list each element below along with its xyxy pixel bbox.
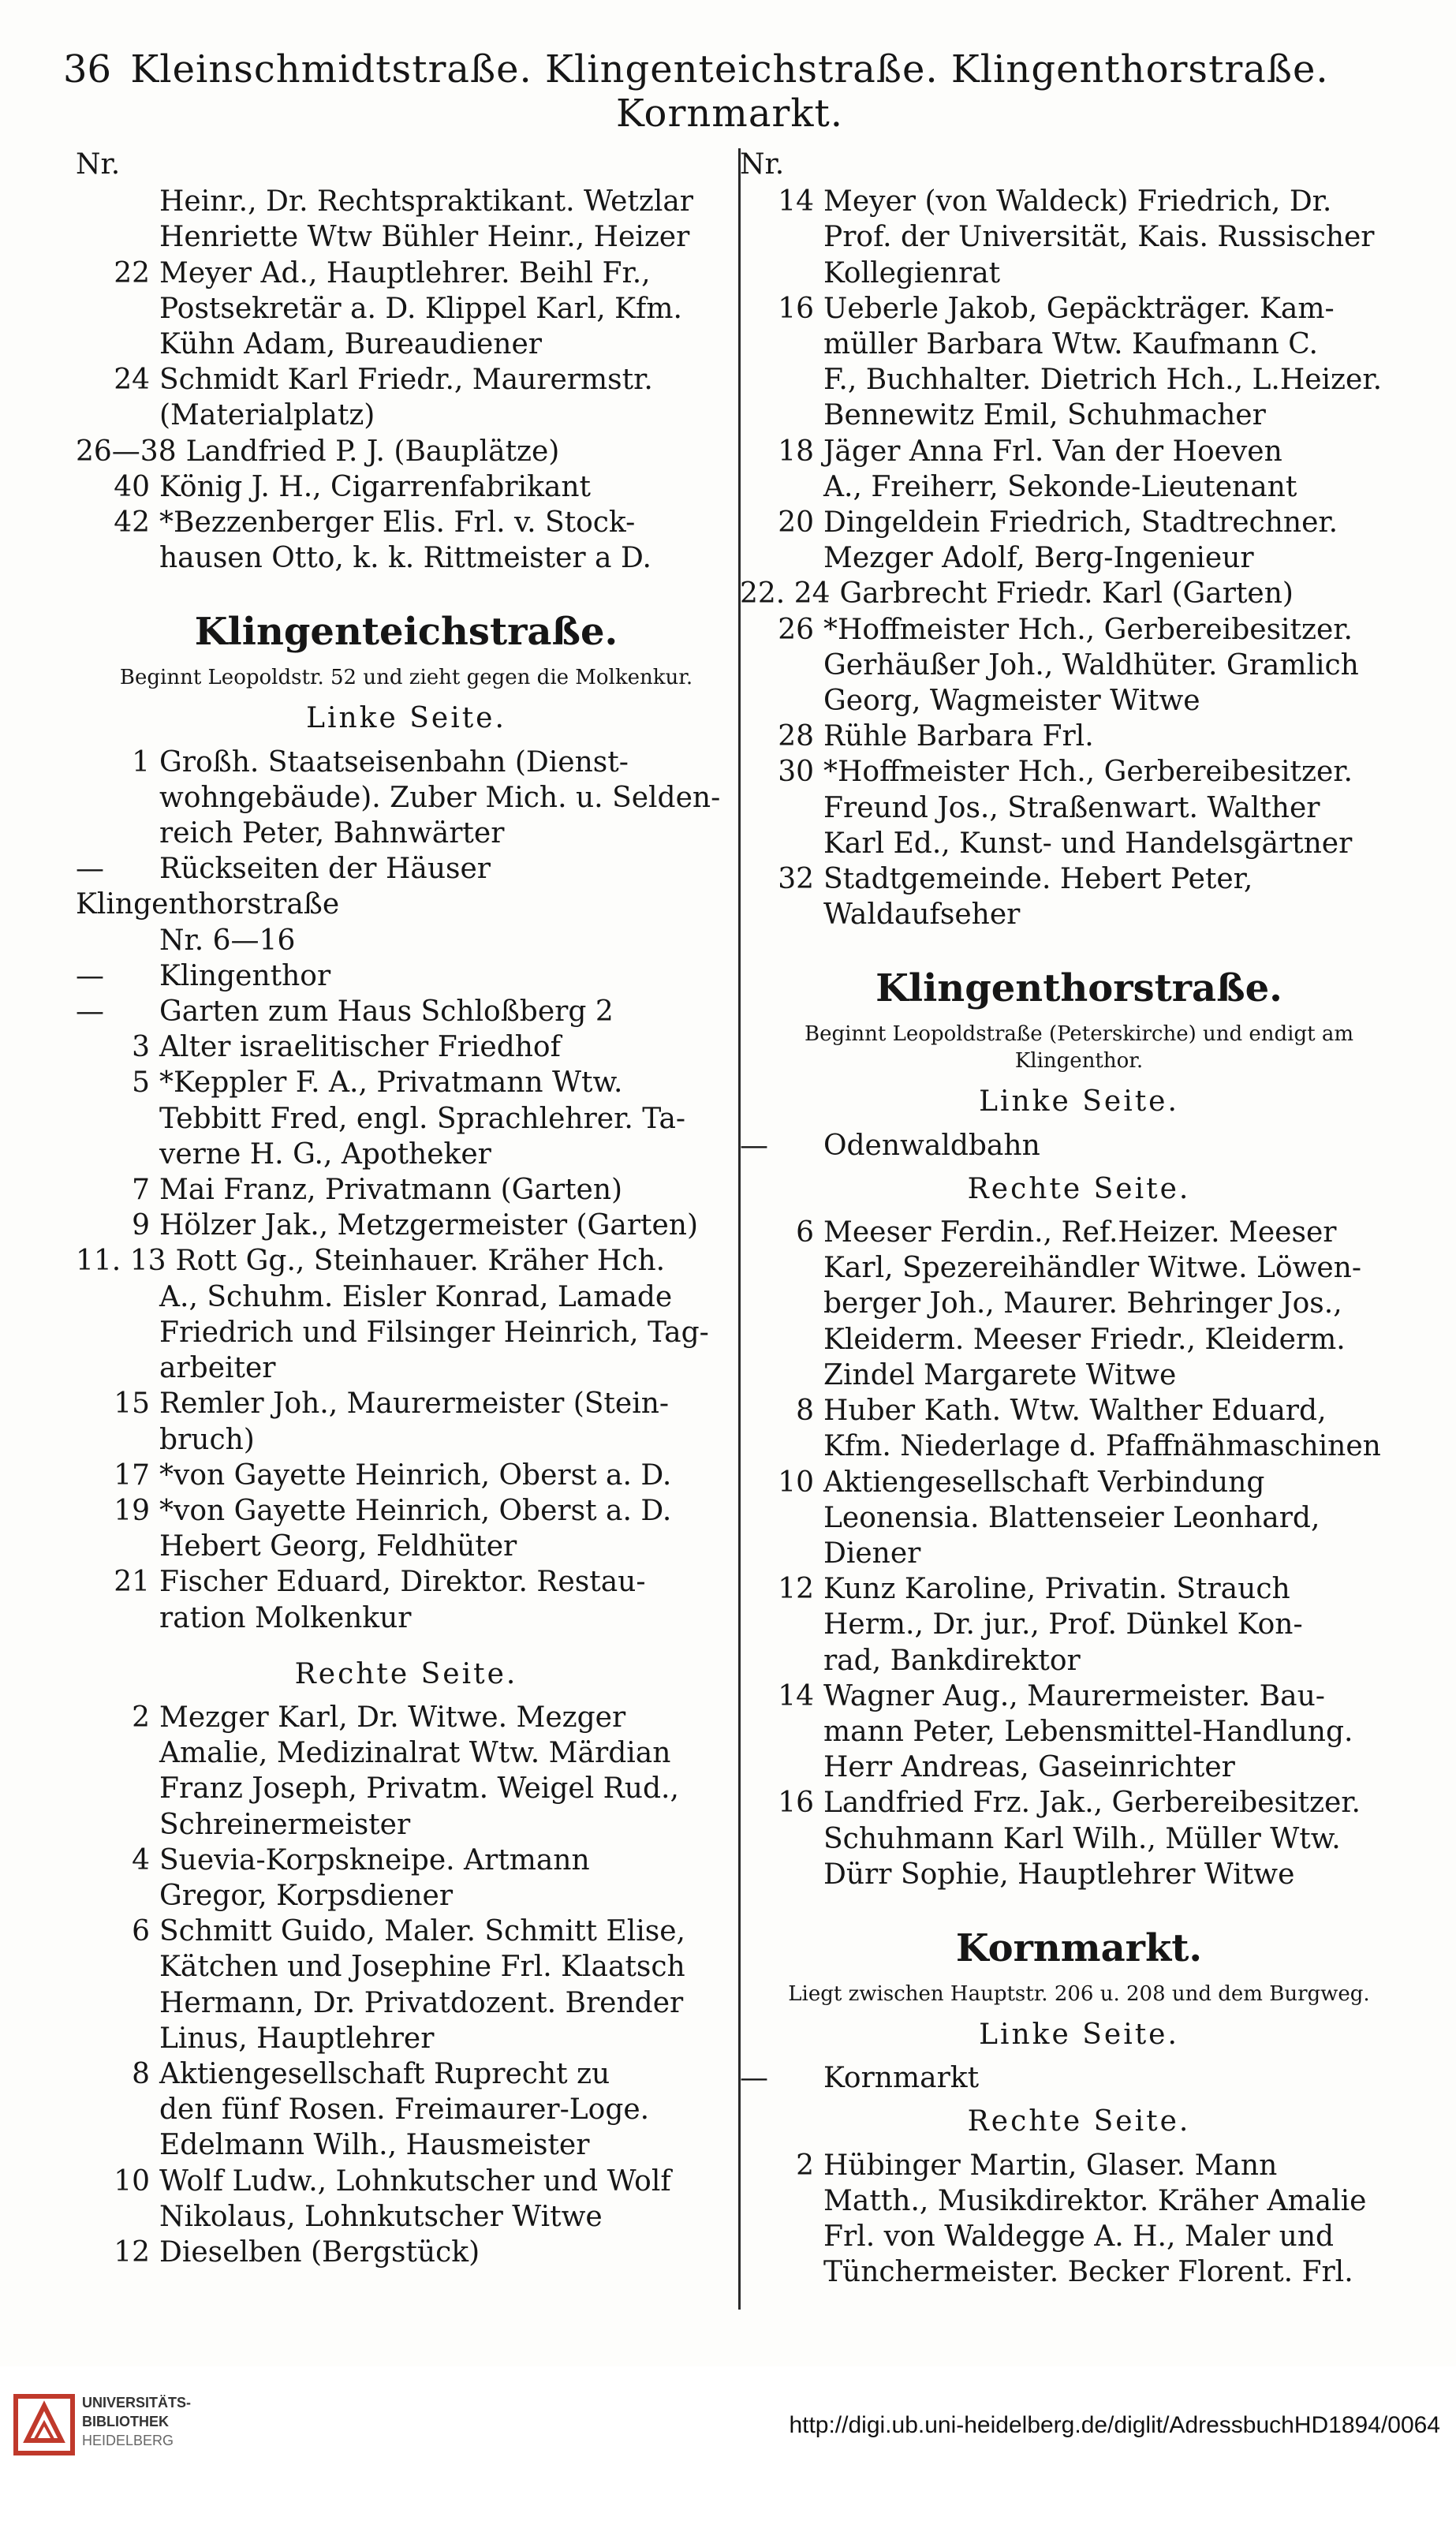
page-header — [63, 47, 1396, 136]
address-entry — [740, 897, 1418, 932]
address-entry — [740, 469, 1418, 505]
entry-text: ration Molkenkur — [159, 1601, 412, 1634]
address-entry — [740, 256, 1418, 291]
entry-text: (Materialplatz) — [159, 399, 375, 432]
address-entry — [76, 1985, 737, 2021]
house-number: 26—38 — [76, 435, 177, 468]
side-label-right: Rechte Seite. — [967, 1172, 1191, 1205]
entry-text: Alter israelitischer Friedhof — [159, 1031, 561, 1064]
address-entry — [740, 1643, 1418, 1679]
entry-text: Remler Joh., Maurermeister (Stein- — [159, 1387, 670, 1421]
entry-text: mann Peter, Lebensmittel-Handlung. — [823, 1715, 1353, 1748]
entry-text: *von Gayette Heinrich, Oberst a. D. — [159, 1494, 672, 1527]
house-number: 6 — [796, 1216, 814, 1249]
house-number: 21 — [114, 1566, 150, 1599]
entry-text: Karl, Spezereihändler Witwe. Löwen- — [823, 1252, 1362, 1285]
library-name: UNIVERSITÄTS- BIBLIOTHEK HEIDELBERG — [82, 2395, 192, 2448]
entry-text: Friedrich und Filsinger Heinrich, Tag- — [159, 1316, 709, 1349]
address-entry — [740, 1750, 1418, 1785]
side-label-left: Linke Seite. — [979, 1085, 1179, 1118]
address-entry — [740, 540, 1418, 576]
address-entry — [740, 1571, 1418, 1607]
address-entry — [76, 327, 737, 362]
address-entry — [740, 1250, 1418, 1286]
entry-text: Aktiengesellschaft Ruprecht zu — [159, 2057, 610, 2090]
source-url-link[interactable]: http://digi.ub.uni-heidelberg.de/diglit/AdressbuchHD1894/0064 — [789, 2412, 1440, 2438]
entry-text: Schreinermeister — [159, 1808, 411, 1841]
house-number: 5 — [132, 1066, 150, 1100]
address-entry — [76, 816, 737, 851]
house-number: 9 — [132, 1209, 150, 1242]
entry-text: Mezger Karl, Dr. Witwe. Mezger — [159, 1701, 626, 1734]
address-entry — [76, 1065, 737, 1100]
address-entry — [740, 1357, 1418, 1393]
house-number: 15 — [114, 1387, 150, 1421]
address-entry — [76, 1529, 737, 1564]
house-number: 4 — [132, 1843, 150, 1877]
entry-text: Postsekretär a. D. Klippel Karl, Kfm. — [159, 292, 682, 325]
address-entry — [76, 256, 737, 291]
address-entry — [740, 1428, 1418, 1464]
house-number: 16 — [778, 1787, 814, 1820]
entry-text: Wagner Aug., Maurermeister. Bau- — [823, 1679, 1325, 1712]
address-entry — [76, 958, 737, 994]
address-entry — [76, 434, 737, 469]
entry-text: Landfried P. J. (Bauplätze) — [185, 435, 560, 468]
klingenteich-right-continuation — [740, 184, 1418, 932]
klingenteich-left-entries — [76, 745, 737, 1636]
entry-text: Dingeldein Friedrich, Stadtrechner. — [823, 506, 1338, 540]
address-entry — [740, 2060, 1418, 2096]
footer — [0, 2366, 1456, 2532]
address-entry — [76, 2164, 737, 2199]
address-entry — [740, 1500, 1418, 1536]
entry-text: Kätchen und Josephine Frl. Klaatsch — [159, 1951, 685, 1984]
house-number: 6 — [132, 1915, 150, 1948]
address-entry — [76, 1208, 737, 1243]
house-number: 8 — [132, 2057, 150, 2090]
house-number: — — [740, 1129, 768, 1162]
entry-text: Schmidt Karl Friedr., Maurermstr. — [159, 364, 653, 397]
entry-text: Amalie, Medizinalrat Wtw. Märdian — [159, 1737, 671, 1770]
entry-text: Tünchermeister. Becker Florent. Frl. — [823, 2256, 1353, 2289]
house-number: 12 — [778, 1573, 814, 1606]
house-number: 3 — [132, 1031, 150, 1064]
house-number: 2 — [132, 1701, 150, 1734]
entry-text: arbeiter — [159, 1352, 276, 1385]
entry-text: A., Freiherr, Sekonde-Lieutenant — [823, 470, 1297, 503]
address-entry — [740, 1128, 1418, 1163]
entry-text: Jäger Anna Frl. Van der Hoeven — [823, 435, 1282, 468]
address-entry — [76, 1172, 737, 1208]
house-number: 10 — [114, 2164, 150, 2198]
address-entry — [76, 1949, 737, 1985]
address-entry — [76, 1914, 737, 1949]
house-number: 19 — [114, 1494, 150, 1527]
entry-text: Edelmann Wilh., Hausmeister — [159, 2129, 590, 2162]
entry-text: Franz Joseph, Privatm. Weigel Rud., — [159, 1772, 679, 1806]
address-entry — [740, 826, 1418, 861]
entry-text: Herm., Dr. jur., Prof. Dünkel Kon- — [823, 1608, 1303, 1641]
house-number: 8 — [796, 1395, 814, 1428]
entry-text: *Keppler F. A., Privatmann Wtw. — [159, 1066, 623, 1100]
entry-text: Garbrecht Friedr. Karl (Garten) — [839, 577, 1294, 611]
entry-text: *von Gayette Heinrich, Oberst a. D. — [159, 1458, 672, 1492]
address-entry — [76, 780, 737, 816]
house-number: 14 — [778, 1679, 814, 1712]
house-number: 26 — [778, 613, 814, 646]
address-entry — [740, 1536, 1418, 1571]
address-entry — [740, 2254, 1418, 2290]
entry-text: F., Buchhalter. Dietrich Hch., L.Heizer. — [823, 364, 1383, 397]
entry-text: Rühle Barbara Frl. — [823, 720, 1094, 753]
entry-text: verne H. G., Apotheker — [159, 1137, 491, 1171]
entry-text: Frl. von Waldegge A. H., Maler und — [823, 2220, 1335, 2253]
house-number: 28 — [778, 720, 814, 753]
entry-text: Mai Franz, Privatmann (Garten) — [159, 1174, 623, 1207]
address-entry — [740, 1215, 1418, 1250]
address-entry — [740, 398, 1418, 433]
street-heading-kornmarkt: Kornmarkt. — [955, 1925, 1203, 1970]
address-entry — [76, 1700, 737, 1735]
address-entry — [76, 540, 737, 576]
entry-text: Kornmarkt — [823, 2062, 980, 2095]
entry-text: Bennewitz Emil, Schuhmacher — [823, 399, 1266, 432]
house-number: 30 — [778, 756, 814, 789]
address-entry — [740, 2183, 1418, 2219]
house-number: — — [76, 995, 104, 1029]
entry-text: Kfm. Niederlage d. Pfaffnähmaschinen — [823, 1430, 1381, 1463]
entry-text: Kleiderm. Meeser Friedr., Kleiderm. — [823, 1323, 1346, 1356]
entry-text: Heinr., Dr. Rechtspraktikant. Wetzlar — [159, 185, 694, 218]
entry-text: Leonensia. Blattenseier Leonhard, — [823, 1501, 1320, 1534]
house-number: 24 — [114, 364, 150, 397]
klingenthor-left-entries — [740, 1128, 1418, 1163]
entry-text: rad, Bankdirektor — [823, 1644, 1081, 1677]
address-entry — [740, 1785, 1418, 1821]
entry-text: Meyer Ad., Hauptlehrer. Beihl Fr., — [159, 256, 651, 289]
house-number: 14 — [778, 185, 814, 218]
entry-text: A., Schuhm. Eisler Konrad, Lamade — [159, 1280, 673, 1313]
street-intro: Beginnt Leopoldstraße (Peterskirche) und endigt am Klingenthor. — [804, 1022, 1354, 1074]
address-entry — [740, 790, 1418, 826]
address-entry — [740, 1286, 1418, 1321]
entry-text: Schuhmann Karl Wilh., Müller Wtw. — [823, 1822, 1341, 1855]
address-entry — [76, 362, 737, 398]
nr-label: Nr. — [76, 148, 121, 181]
entry-text: Prof. der Universität, Kais. Russischer — [823, 221, 1375, 254]
entry-text: Gregor, Korpsdiener — [159, 1879, 454, 1912]
address-entry — [76, 2021, 737, 2056]
address-entry — [76, 2235, 737, 2270]
entry-text: Freund Jos., Straßenwart. Walther — [823, 791, 1320, 824]
address-entry — [740, 861, 1418, 897]
house-number: 12 — [114, 2235, 150, 2269]
address-entry — [76, 1243, 737, 1279]
house-number: 22. 24 — [740, 577, 831, 611]
entry-text: Klingenthor — [159, 959, 331, 992]
address-entry — [76, 745, 737, 780]
address-entry — [76, 1350, 737, 1386]
entry-text: König J. H., Cigarrenfabrikant — [159, 470, 591, 503]
entry-text: Meyer (von Waldeck) Friedrich, Dr. — [823, 185, 1332, 218]
entry-text: Meeser Ferdin., Ref.Heizer. Meeser — [823, 1216, 1337, 1249]
address-entry — [76, 1422, 737, 1458]
address-entry — [76, 398, 737, 433]
entry-text: Huber Kath. Wtw. Walther Eduard, — [823, 1395, 1327, 1428]
entry-text: Waldaufseher — [823, 898, 1021, 932]
address-entry — [740, 719, 1418, 754]
entry-text: Stadtgemeinde. Hebert Peter, — [823, 863, 1253, 896]
entry-text: Gerhäußer Joh., Waldhüter. Gramlich — [823, 648, 1359, 682]
house-number: 42 — [114, 506, 150, 540]
address-entry — [76, 2199, 737, 2235]
address-entry — [76, 1101, 737, 1137]
entry-text: hausen Otto, k. k. Rittmeister a D. — [159, 542, 651, 575]
entry-text: Landfried Frz. Jak., Gerbereibesitzer. — [823, 1787, 1361, 1820]
entry-text: Ueberle Jakob, Gepäckträger. Kam- — [823, 292, 1335, 325]
address-entry — [740, 1465, 1418, 1500]
side-label-right: Rechte Seite. — [294, 1657, 518, 1690]
side-label-left: Linke Seite. — [979, 2018, 1179, 2051]
entry-text: Georg, Wagmeister Witwe — [823, 685, 1200, 718]
address-entry — [76, 469, 737, 505]
house-number: 10 — [778, 1466, 814, 1499]
entry-text: Kollegienrat — [823, 256, 1001, 289]
entry-text: Garten zum Haus Schloßberg 2 — [159, 995, 614, 1029]
entry-text: Kunz Karoline, Privatin. Strauch — [823, 1573, 1290, 1606]
right-column — [740, 147, 1418, 2304]
entry-text: Matth., Musikdirektor. Kräher Amalie — [823, 2184, 1367, 2217]
side-label-left: Linke Seite. — [306, 702, 506, 735]
street-heading-klingenthorstrasse: Klingenthorstraße. — [875, 966, 1282, 1011]
address-entry — [76, 1564, 737, 1600]
entry-text: Hölzer Jak., Metzgermeister (Garten) — [159, 1209, 699, 1242]
address-entry — [76, 994, 737, 1029]
entry-text: Dürr Sophie, Hauptlehrer Witwe — [823, 1858, 1295, 1891]
entry-text: den fünf Rosen. Freimaurer-Loge. — [159, 2093, 650, 2127]
house-number: 2 — [796, 2149, 814, 2182]
street-intro: Liegt zwischen Hauptstr. 206 u. 208 und dem Burgweg. — [788, 1981, 1370, 2006]
house-number: — — [740, 2062, 768, 2095]
entry-text: Großh. Staatseisenbahn (Dienst- — [159, 745, 629, 779]
house-number: 7 — [132, 1174, 150, 1207]
entry-text: Hebert Georg, Feldhüter — [159, 1530, 517, 1563]
entry-text: müller Barbara Wtw. Kaufmann C. — [823, 328, 1318, 361]
address-entry — [76, 1771, 737, 1806]
entry-text: Hermann, Dr. Privatdozent. Brender — [159, 1986, 684, 2019]
entry-text: *Hoffmeister Hch., Gerbereibesitzer. — [823, 756, 1353, 789]
address-entry — [740, 291, 1418, 327]
address-entry — [76, 851, 737, 922]
address-entry — [76, 2056, 737, 2092]
nr-label: Nr. — [740, 148, 785, 181]
address-entry — [740, 2148, 1418, 2183]
kornmarkt-left-entries — [740, 2060, 1418, 2096]
address-entry — [76, 219, 737, 255]
address-entry — [76, 1878, 737, 1914]
entry-text: wohngebäude). Zuber Mich. u. Selden- — [159, 781, 721, 814]
address-entry — [740, 648, 1418, 683]
entry-text: Herr Andreas, Gaseinrichter — [823, 1751, 1235, 1784]
house-number: — — [76, 853, 104, 886]
entry-text: Hübinger Martin, Glaser. Mann — [823, 2149, 1278, 2182]
address-entry — [76, 505, 737, 540]
address-entry — [740, 683, 1418, 719]
entry-text: Schmitt Guido, Maler. Schmitt Elise, — [159, 1915, 685, 1948]
house-number: 11. 13 — [76, 1245, 166, 1278]
address-entry — [76, 184, 737, 219]
house-number: 32 — [778, 863, 814, 896]
address-entry — [76, 1315, 737, 1350]
side-label-right: Rechte Seite. — [967, 2105, 1191, 2138]
klingenthor-right-entries — [740, 1215, 1418, 1892]
address-entry — [76, 1458, 737, 1493]
entry-text: Kühn Adam, Bureaudiener — [159, 328, 542, 361]
entry-text: Rückseiten der Häuser Klingenthorstraße — [76, 853, 491, 921]
address-entry — [76, 1279, 737, 1315]
address-entry — [740, 1393, 1418, 1428]
entry-text: *Bezzenberger Elis. Frl. v. Stock- — [159, 506, 636, 540]
entry-text: Nr. 6—16 — [159, 924, 296, 957]
address-entry — [740, 1857, 1418, 1892]
address-entry — [740, 505, 1418, 540]
entry-text: bruch) — [159, 1423, 255, 1456]
page-number: 36 — [63, 47, 112, 91]
house-number: 16 — [778, 292, 814, 325]
house-number: — — [76, 959, 104, 992]
address-entry — [76, 1600, 737, 1636]
house-number: 18 — [778, 435, 814, 468]
address-entry — [76, 1137, 737, 1172]
entry-text: Linus, Hauptlehrer — [159, 2022, 435, 2055]
entry-text: Mezger Adolf, Berg-Ingenieur — [823, 542, 1254, 575]
page-title: Kleinschmidtstraße. Klingenteichstraße. Klingenthorstraße. Kornmarkt. — [130, 47, 1329, 136]
address-entry — [740, 1714, 1418, 1750]
address-entry — [740, 1679, 1418, 1714]
entry-text: Diener — [823, 1537, 921, 1570]
entry-text: berger Joh., Maurer. Behringer Jos., — [823, 1287, 1342, 1320]
address-entry — [740, 612, 1418, 648]
address-entry — [740, 576, 1418, 611]
house-number: 40 — [114, 470, 150, 503]
kleinschmidt-continuation — [76, 184, 737, 576]
address-entry — [740, 184, 1418, 219]
entry-text: *Hoffmeister Hch., Gerbereibesitzer. — [823, 613, 1353, 646]
entry-text: Odenwaldbahn — [823, 1129, 1040, 1162]
house-number: 17 — [114, 1458, 150, 1492]
house-number: 22 — [114, 256, 150, 289]
entry-text: Zindel Margarete Witwe — [823, 1358, 1177, 1391]
entry-text: Tebbitt Fred, engl. Sprachlehrer. Ta- — [159, 1102, 686, 1135]
address-entry — [76, 1843, 737, 1878]
street-heading-klingenteichstrasse: Klingenteichstraße. — [194, 610, 618, 655]
klingenteich-right-entries — [76, 1700, 737, 2270]
address-entry — [740, 362, 1418, 398]
entry-text: Fischer Eduard, Direktor. Restau- — [159, 1566, 646, 1599]
address-entry — [76, 2092, 737, 2127]
left-column — [76, 147, 737, 2304]
kornmarkt-right-entries — [740, 2148, 1418, 2291]
address-entry — [76, 1386, 737, 1421]
house-number: 1 — [132, 745, 150, 779]
address-entry — [740, 434, 1418, 469]
address-entry — [740, 754, 1418, 790]
address-entry — [76, 923, 737, 958]
address-entry — [76, 1735, 737, 1771]
entry-text: Henriette Wtw Bühler Heinr., Heizer — [159, 221, 690, 254]
address-entry — [740, 1322, 1418, 1357]
address-entry — [740, 327, 1418, 362]
address-entry — [740, 219, 1418, 255]
address-entry — [76, 1807, 737, 1843]
street-intro: Beginnt Leopoldstr. 52 und zieht gegen die Molkenkur. — [119, 666, 693, 690]
address-entry — [76, 1029, 737, 1065]
address-entry — [76, 2127, 737, 2163]
entry-text: reich Peter, Bahnwärter — [159, 817, 505, 850]
entry-text: Nikolaus, Lohnkutscher Witwe — [159, 2200, 603, 2233]
entry-text: Aktiengesellschaft Verbindung — [823, 1466, 1265, 1499]
entry-text: Suevia-Korpskneipe. Artmann — [159, 1843, 590, 1877]
entry-text: Karl Ed., Kunst- und Handelsgärtner — [823, 827, 1353, 860]
entry-text: Wolf Ludw., Lohnkutscher und Wolf — [159, 2164, 671, 2198]
entry-text: Rott Gg., Steinhauer. Kräher Hch. — [175, 1245, 666, 1278]
address-entry — [740, 1607, 1418, 1642]
entry-text: Dieselben (Bergstück) — [159, 2235, 480, 2269]
address-entry — [740, 2219, 1418, 2254]
address-entry — [76, 291, 737, 327]
university-library-logo-icon — [13, 2393, 76, 2456]
house-number: 20 — [778, 506, 814, 540]
address-entry — [76, 1493, 737, 1529]
address-entry — [740, 1821, 1418, 1857]
